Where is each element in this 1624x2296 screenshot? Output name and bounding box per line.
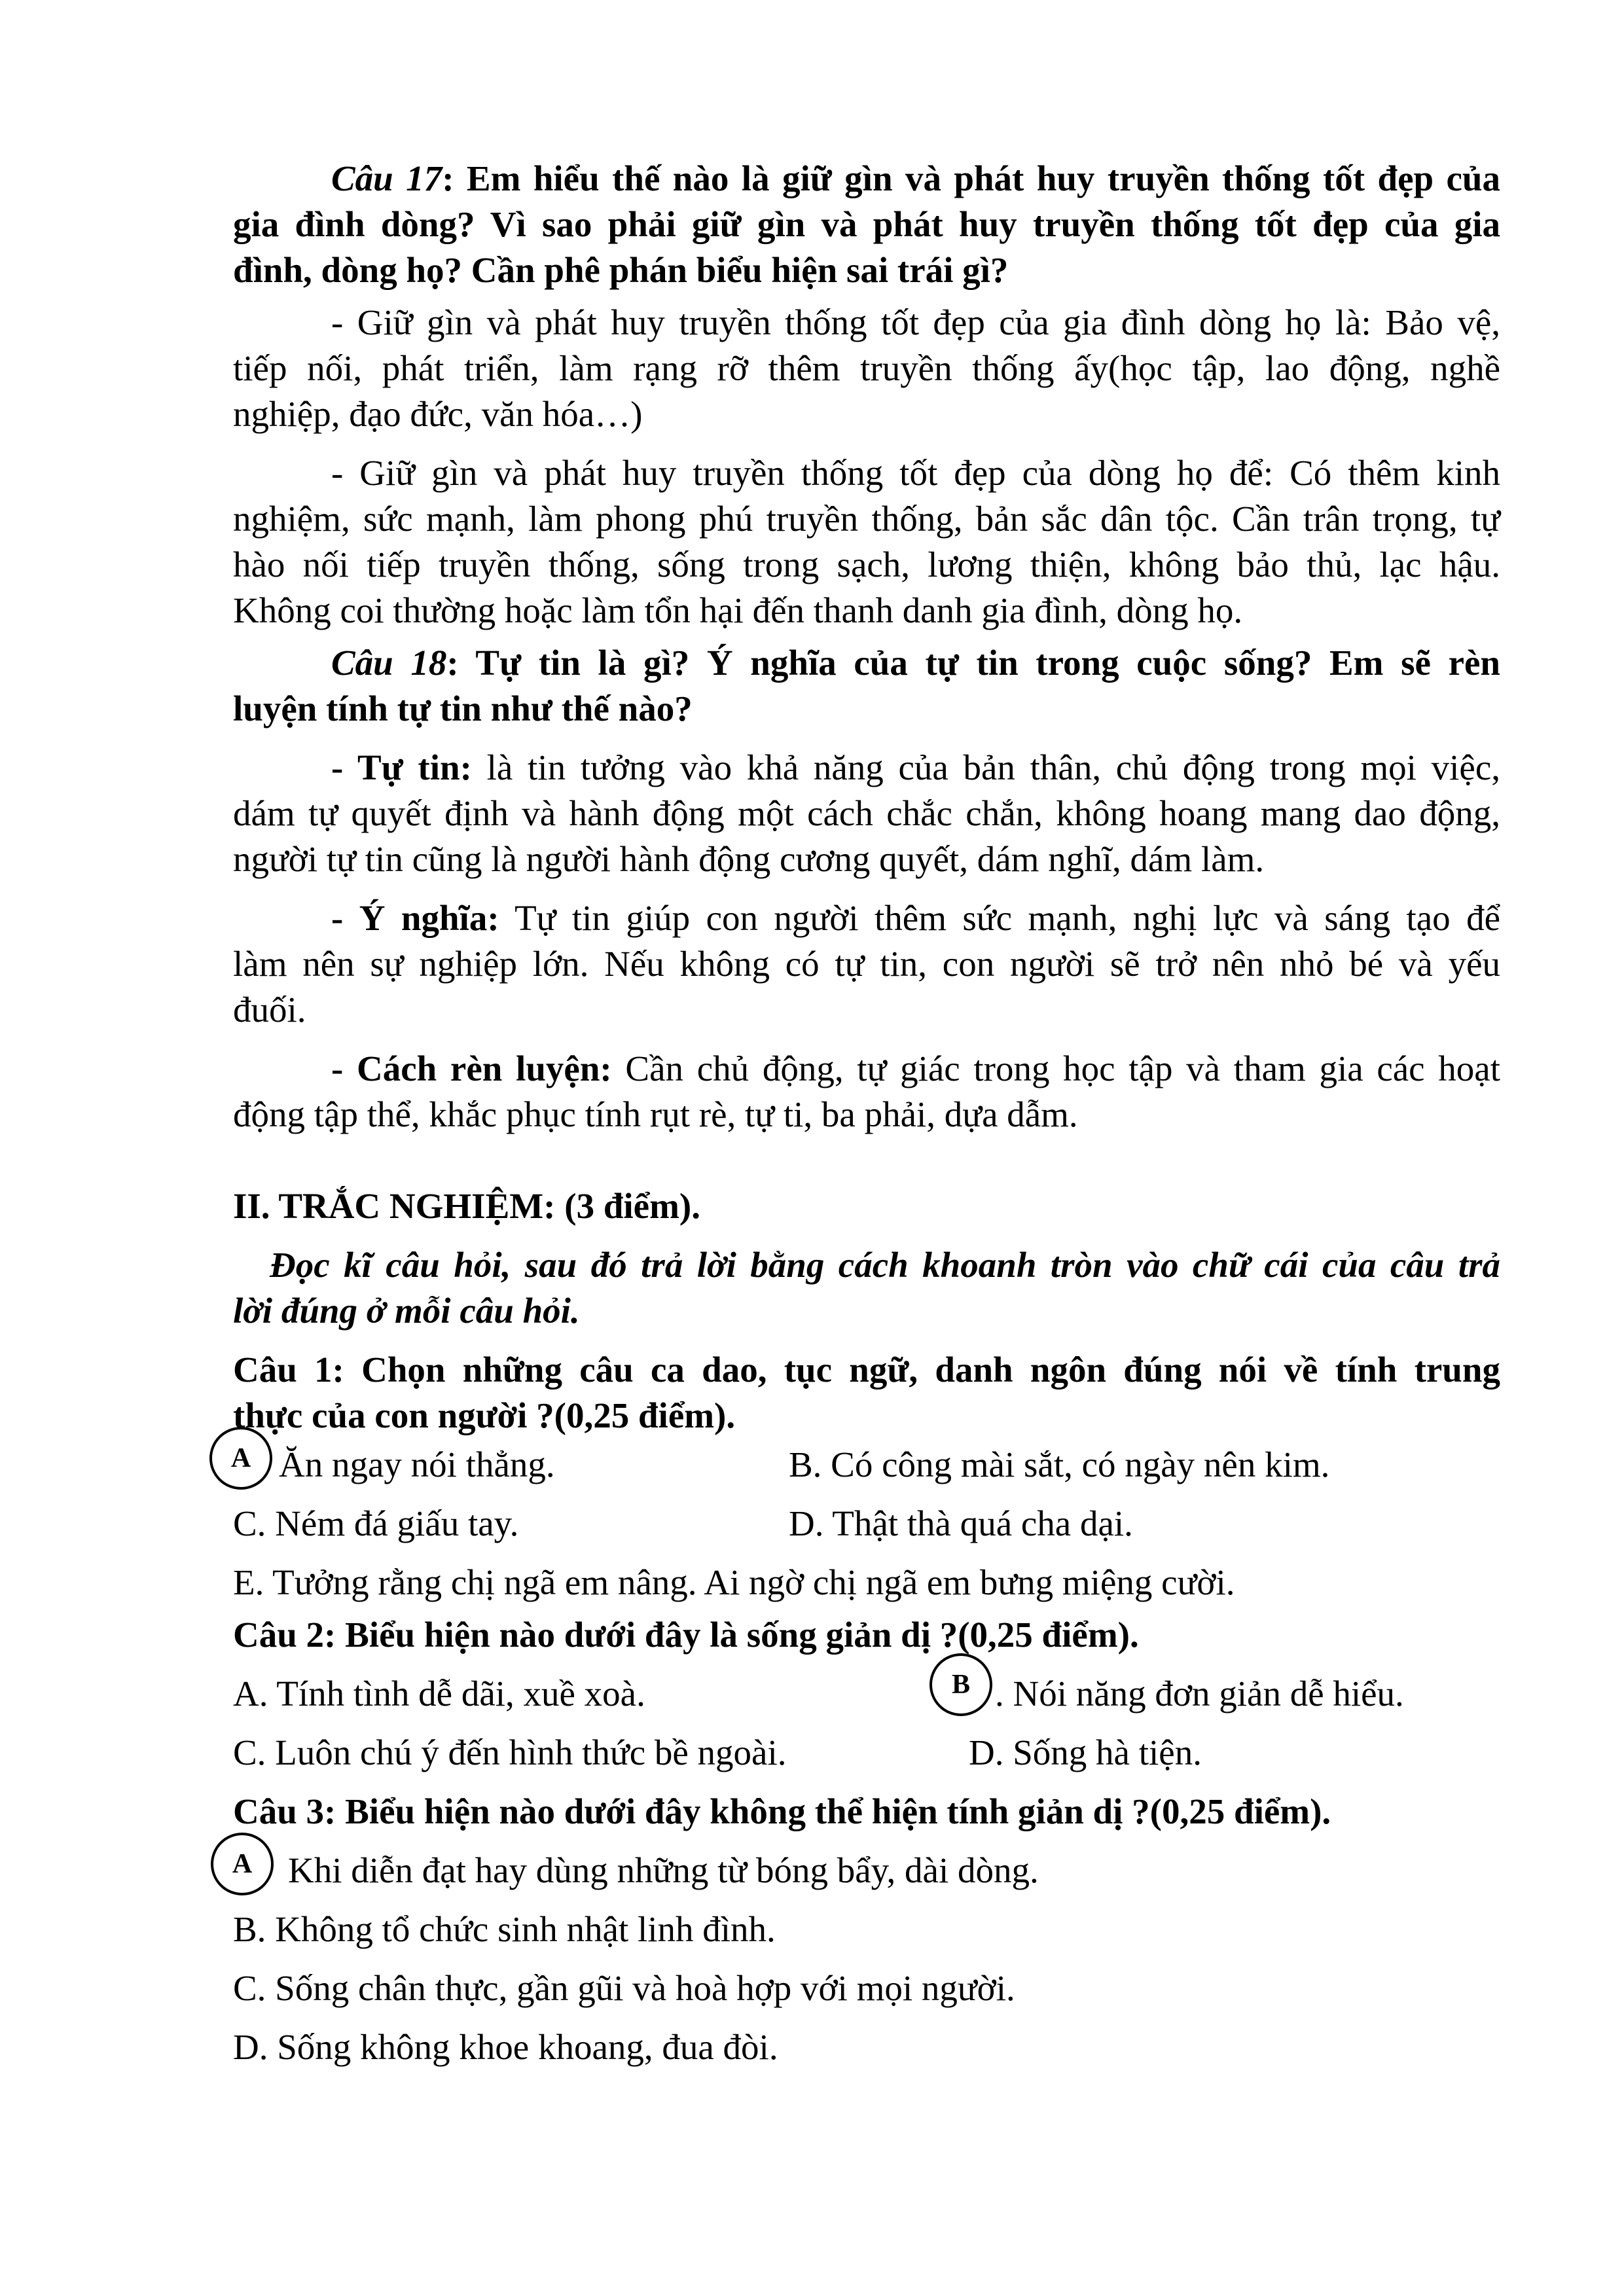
q18-meaning: làm nên sự nghiệp lớn. Nếu không có tự tin, con người sẽ trở nên nhỏ bé và yếu xyxy=(233,944,1500,984)
q18-practice: - Cách rèn luyện: Cần chủ động, tự giác trong học tập và tham gia các hoạt xyxy=(331,1049,1500,1088)
mc-q3-option-a[interactable]: Khi diễn đạt hay dùng những từ bóng bẩy, dài dòng. xyxy=(288,1850,1039,1890)
mc-q3-option-b[interactable]: B. Không tổ chức sinh nhật linh đình. xyxy=(233,1909,776,1949)
mc-q1-option-a[interactable]: Ăn ngay nói thẳng. xyxy=(279,1444,555,1484)
q17-answer-1: tiếp nối, phát triển, làm rạng rỡ thêm truyền thống ấy(học tập, lao động, nghề xyxy=(233,348,1500,388)
q17-answer-2: hào nối tiếp truyền thống, sống trong sạch, lương thiện, không bảo thủ, lạc hậu. xyxy=(233,545,1500,584)
mc-q2-option-d[interactable]: D. Sống hà tiện. xyxy=(969,1732,1202,1772)
q17-answer-2: nghiệm, sức mạnh, làm phong phú truyền thống, bản sắc dân tộc. Cần trân trọng, tự xyxy=(233,499,1500,539)
section-heading: II. TRẮC NGHIỆM: (3 điểm). xyxy=(233,1186,700,1226)
mc-q3-option-c[interactable]: C. Sống chân thực, gần gũi và hoà hợp với mọi người. xyxy=(233,1968,1015,2008)
q17-answer-2: - Giữ gìn và phát huy truyền thống tốt đẹp của dòng họ để: Có thêm kinh xyxy=(331,453,1500,493)
q17-question-line: Câu 17: Em hiểu thế nào là giữ gìn và phát huy truyền thống tốt đẹp của xyxy=(331,158,1500,198)
q18-definition: - Tự tin: là tin tưởng vào khả năng của bản thân, chủ động trong mọi việc, xyxy=(331,747,1501,787)
q17-answer-2: Không coi thường hoặc làm tổn hại đến thanh danh gia đình, dòng họ. xyxy=(233,590,1243,630)
mc-q1-question: thực của con người ?(0,25 điểm). xyxy=(233,1395,736,1435)
q17-question-line: đình, dòng họ? Cần phê phán biểu hiện sai trái gì? xyxy=(233,250,1009,290)
mc-q2-option-c[interactable]: C. Luôn chú ý đến hình thức bề ngoài. xyxy=(233,1732,787,1772)
mc-q1-option-c[interactable]: C. Ném đá giấu tay. xyxy=(233,1503,519,1543)
mc-q1-option-e[interactable]: E. Tưởng rằng chị ngã em nâng. Ai ngờ chị ngã em bưng miệng cười. xyxy=(233,1562,1235,1602)
mc-q3-option-d[interactable]: D. Sống không khoe khoang, đua đòi. xyxy=(233,2027,778,2067)
mc-instruction: Đọc kĩ câu hỏi, sau đó trả lời bằng cách khoanh tròn vào chữ cái của câu trả xyxy=(270,1245,1500,1285)
q18-question-line: Câu 18: Tự tin là gì? Ý nghĩa của tự tin trong cuộc sống? Em sẽ rèn xyxy=(331,643,1500,683)
q18-meaning: - Ý nghĩa: Tự tin giúp con người thêm sức mạnh, nghị lực và sáng tạo để xyxy=(331,898,1501,938)
q17-answer-1: nghiệp, đạo đức, văn hóa…) xyxy=(233,394,643,434)
q18-definition: dám tự quyết định và hành động một cách chắc chắn, không hoang mang dao động, xyxy=(233,793,1500,833)
mc-q1-option-d[interactable]: D. Thật thà quá cha dại. xyxy=(789,1503,1133,1543)
q17-answer-1: - Giữ gìn và phát huy truyền thống tốt đẹp của gia đình dòng họ là: Bảo vệ, xyxy=(331,302,1500,342)
q17-label: Câu 17 xyxy=(331,158,442,198)
mc-q1-option-b[interactable]: B. Có công mài sắt, có ngày nên kim. xyxy=(789,1444,1330,1484)
q18-practice: động tập thể, khắc phục tính rụt rè, tự ti, ba phải, dựa dẫm. xyxy=(233,1094,1078,1134)
mc-q2-selected-choice[interactable]: B xyxy=(929,1653,992,1716)
mc-q2-option-b[interactable]: . Nói năng đơn giản dễ hiểu. xyxy=(995,1674,1404,1713)
mc-q1-selected-choice[interactable]: A xyxy=(209,1427,272,1490)
q18-label: Câu 18 xyxy=(331,643,447,683)
mc-q3-question: Câu 3: Biểu hiện nào dưới đây không thể hiện tính giản dị ?(0,25 điểm). xyxy=(233,1791,1331,1831)
mc-q1-question: Câu 1: Chọn những câu ca dao, tục ngữ, danh ngôn đúng nói về tính trung xyxy=(233,1350,1500,1390)
q17-question-line: gia đình dòng? Vì sao phải giữ gìn và phát huy truyền thống tốt đẹp của gia xyxy=(233,204,1500,244)
q18-meaning: đuối. xyxy=(233,990,306,1030)
mc-q2-question: Câu 2: Biểu hiện nào dưới đây là sống giản dị ?(0,25 điểm). xyxy=(233,1615,1139,1655)
q18-question-line: luyện tính tự tin như thế nào? xyxy=(233,689,693,728)
mc-q3-selected-choice[interactable]: A xyxy=(211,1833,274,1895)
mc-q2-option-a[interactable]: A. Tính tình dễ dãi, xuề xoà. xyxy=(233,1674,645,1713)
mc-instruction: lời đúng ở mỗi câu hỏi. xyxy=(233,1291,580,1331)
q18-definition: người tự tin cũng là người hành động cương quyết, dám nghĩ, dám làm. xyxy=(233,839,1265,879)
